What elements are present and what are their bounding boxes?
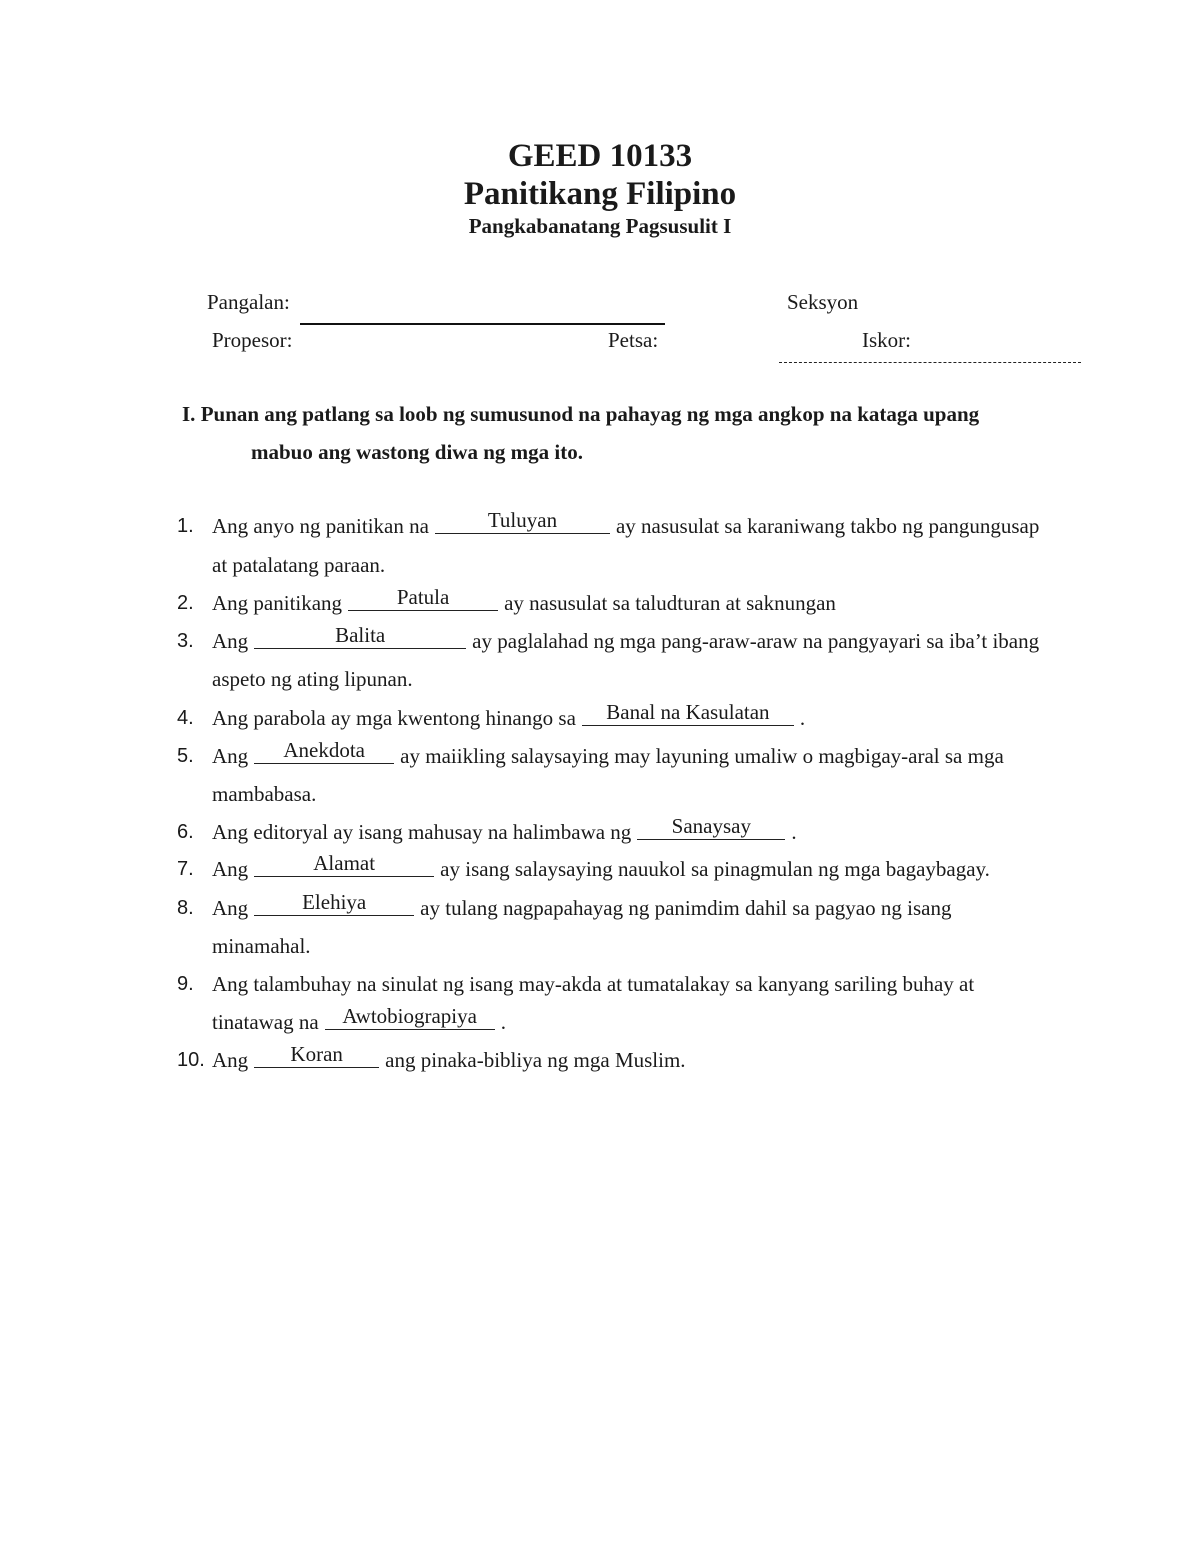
item-number: 10. [177, 1049, 205, 1071]
item-number: 5. [177, 745, 194, 767]
professor-label: Propesor: [212, 328, 293, 352]
instruction-line-1 [182, 402, 979, 427]
course-code: GEED 10133 [507, 138, 693, 174]
item-number: 1. [177, 515, 194, 537]
subject-title: Panitikang Filipino [463, 176, 737, 212]
item-text: Ang anyo ng panitikan na [212, 514, 429, 538]
item-text: ay isang salaysaying nauukol sa pinagmulan ng mga bagaybagay. [440, 857, 990, 881]
section-number: I. [182, 402, 196, 426]
item-continuation [212, 1004, 506, 1036]
answer-field[interactable]: Koran [254, 1044, 379, 1068]
answer-field[interactable]: Elehiya [254, 892, 414, 916]
item-text: ay nasusulat sa taludturan at saknungan [504, 591, 836, 615]
list-item [212, 890, 952, 922]
list-item [212, 623, 1040, 655]
list-item [212, 738, 1004, 770]
list-item [212, 1042, 686, 1074]
professor-field[interactable] [779, 360, 1081, 363]
item-text: Ang parabola ay mga kwentong hinango sa [212, 706, 576, 730]
answer-field[interactable]: Alamat [254, 853, 434, 877]
item-text: Ang [212, 857, 249, 881]
item-text: Ang [212, 744, 249, 768]
answer-field[interactable]: Patula [348, 587, 498, 611]
item-continuation: aspeto ng ating lipunan. [212, 667, 413, 691]
item-number: 6. [177, 821, 194, 843]
list-item [212, 851, 990, 883]
item-continuation: at patalatang paraan. [212, 553, 386, 577]
name-label: Pangalan: [207, 290, 290, 314]
item-text: ang pinaka-bibliya ng mga Muslim. [385, 1048, 686, 1072]
item-number: 3. [177, 630, 194, 652]
item-text: ay tulang nagpapahayag ng panimdim dahil sa pagyao ng isang [420, 896, 952, 920]
answer-field[interactable]: Awtobiograpiya [325, 1006, 495, 1030]
list-item: Ang talambuhay na sinulat ng isang may-akda at tumatalakay sa kanyang sariling buhay at [212, 972, 975, 996]
item-text: . [791, 820, 797, 844]
item-text: Ang [212, 1048, 249, 1072]
item-number: 9. [177, 973, 194, 995]
score-label: Iskor: [862, 328, 911, 352]
item-continuation: mambabasa. [212, 782, 317, 806]
instruction-line-2: mabuo ang wastong diwa ng mga ito. [251, 440, 583, 464]
item-number: 8. [177, 897, 194, 919]
item-text: ay nasusulat sa karaniwang takbo ng pangungusap [615, 514, 1040, 538]
answer-field[interactable]: Tuluyan [435, 510, 610, 534]
list-item [212, 814, 797, 846]
item-continuation: minamahal. [212, 934, 311, 958]
answer-field[interactable]: Balita [254, 625, 466, 649]
item-text: ay maiikling salaysaying may layuning umaliw o magbigay-aral sa mga [400, 744, 1004, 768]
list-item [212, 508, 1060, 540]
item-text: . [799, 706, 806, 730]
answer-field[interactable]: Sanaysay [637, 816, 785, 840]
instruction-text-1: Punan ang patlang sa loob ng sumusunod na pahayag ng mga angkop na kataga upang [200, 402, 980, 426]
answer-field[interactable]: Anekdota [254, 740, 394, 764]
item-text: tinatawag na [212, 1010, 319, 1034]
item-number: 7. [177, 858, 194, 880]
date-label: Petsa: [608, 328, 659, 352]
list-item [212, 700, 806, 732]
item-text: Ang [212, 629, 249, 653]
item-number: 4. [177, 707, 194, 729]
answer-field[interactable]: Banal na Kasulatan [582, 702, 794, 726]
name-field[interactable] [300, 321, 665, 325]
item-text: . [500, 1010, 506, 1034]
item-text: Ang editoryal ay isang mahusay na halimbawa ng [212, 820, 632, 844]
item-number: 2. [177, 592, 194, 614]
item-text: ay paglalahad ng mga pang-araw-araw na pangyayari sa iba’t ibang [472, 629, 1040, 653]
exam-title: Pangkabanatang Pagsusulit I [468, 214, 732, 238]
item-text: Ang panitikang [212, 591, 343, 615]
section-label: Seksyon [787, 290, 859, 314]
item-text: Ang [212, 896, 249, 920]
list-item [212, 585, 836, 617]
